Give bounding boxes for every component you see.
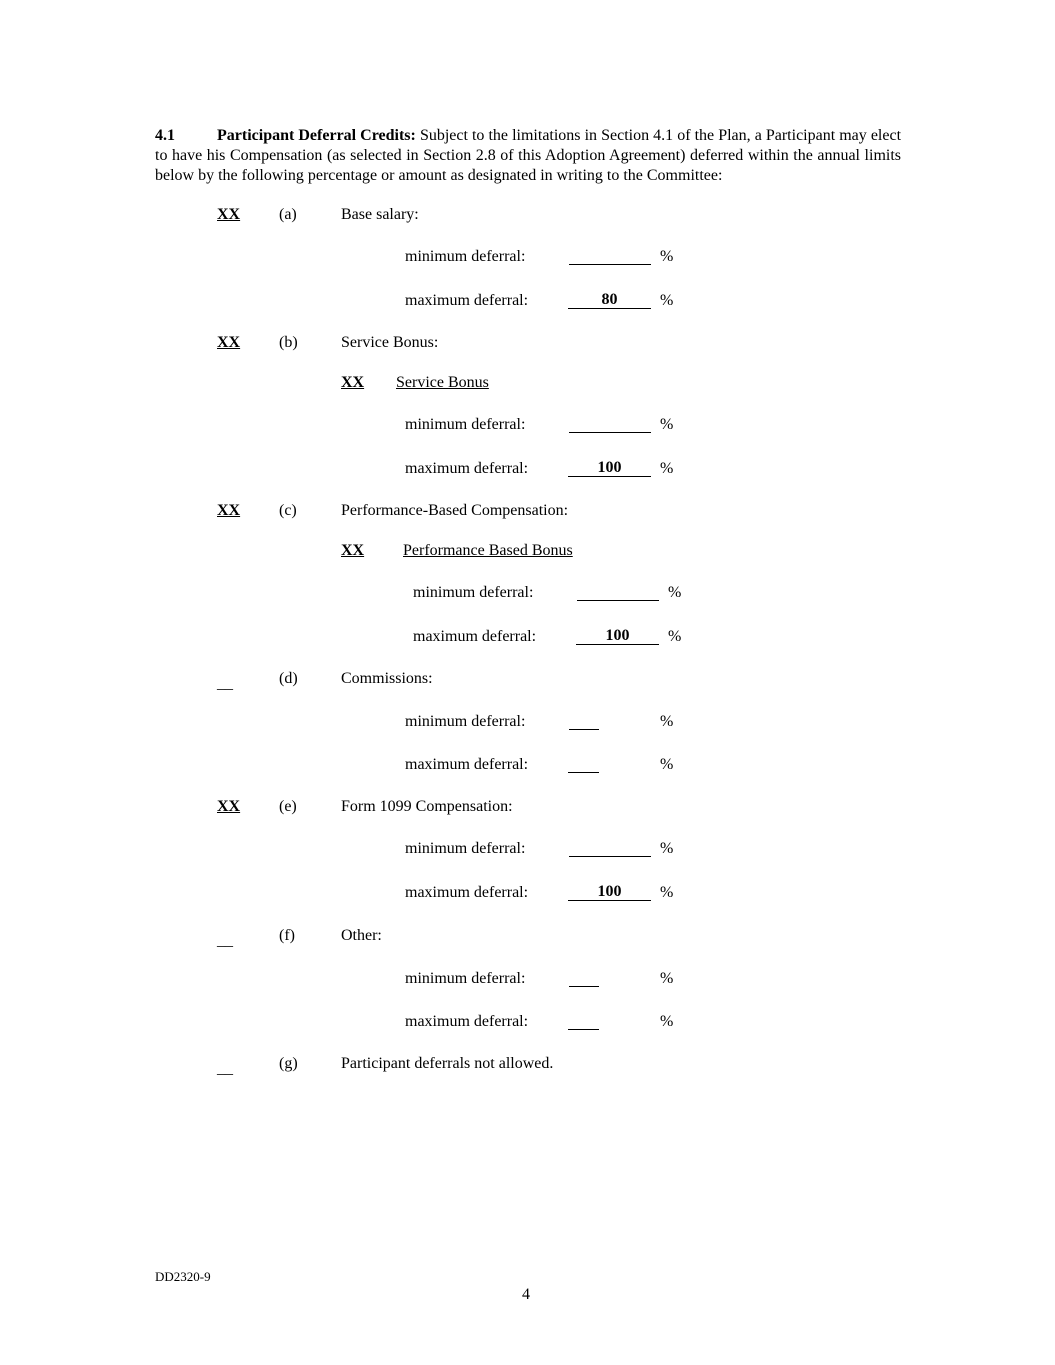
item-a-max-label: maximum deferral: [405, 292, 529, 309]
item-a-label: Base salary: [341, 206, 419, 223]
item-b-max-value: 100 [568, 459, 651, 477]
section-title: Participant Deferral Credits: [217, 127, 416, 144]
item-e-min-label: minimum deferral: [405, 840, 526, 857]
item-f-max-pct: % [660, 1013, 674, 1030]
item-f-min-pct: % [660, 970, 674, 987]
item-b-mark: XX [217, 334, 241, 351]
item-c-min-pct: % [668, 584, 682, 601]
item-f-max-label: maximum deferral: [405, 1013, 529, 1030]
section-number: 4.1 [155, 127, 175, 144]
item-e-max-pct: % [660, 884, 674, 901]
section-intro [155, 126, 901, 186]
item-e-max-value: 100 [568, 883, 651, 901]
item-b-min-field [569, 415, 651, 433]
item-b-min-label: minimum deferral: [405, 416, 526, 433]
item-a-min-pct: % [660, 248, 674, 265]
item-d-min-pct: % [660, 713, 674, 730]
item-b-sub-label: Service Bonus [396, 374, 489, 391]
item-g-label: Participant deferrals not allowed. [341, 1055, 554, 1072]
document-code: DD2320-9 [155, 1269, 211, 1284]
item-d-min-field [569, 712, 599, 730]
item-b-min-pct: % [660, 416, 674, 433]
item-c-max-pct: % [668, 628, 682, 645]
item-e-letter: (e) [279, 798, 297, 815]
item-c-sub-label: Performance Based Bonus [403, 542, 573, 559]
item-g-letter: (g) [279, 1055, 298, 1072]
item-a-max-pct: % [660, 292, 674, 309]
item-d-max-pct: % [660, 756, 674, 773]
item-b-label: Service Bonus: [341, 334, 439, 351]
item-f-max-field [568, 1012, 599, 1030]
item-a-min-field [569, 247, 651, 265]
item-f-letter: (f) [279, 927, 295, 944]
item-b-max-label: maximum deferral: [405, 460, 529, 477]
item-e-mark: XX [217, 798, 241, 815]
item-a-max-value: 80 [568, 291, 651, 309]
item-c-sub-mark: XX [341, 542, 365, 559]
item-d-mark: __ [217, 675, 233, 692]
item-b-max-pct: % [660, 460, 674, 477]
item-d-letter: (d) [279, 670, 298, 687]
item-a-letter: (a) [279, 206, 297, 223]
item-b-letter: (b) [279, 334, 298, 351]
item-c-max-label: maximum deferral: [413, 628, 537, 645]
item-b-sub-mark: XX [341, 374, 365, 391]
item-e-min-pct: % [660, 840, 674, 857]
item-c-min-label: minimum deferral: [413, 584, 534, 601]
item-e-min-field [569, 839, 651, 857]
item-g-mark: __ [217, 1060, 233, 1077]
item-d-min-label: minimum deferral: [405, 713, 526, 730]
item-f-label: Other: [341, 927, 382, 944]
item-e-max-label: maximum deferral: [405, 884, 529, 901]
item-c-label: Performance-Based Compensation: [341, 502, 569, 519]
item-f-min-label: minimum deferral: [405, 970, 526, 987]
item-c-max-value: 100 [576, 627, 659, 645]
item-f-mark: __ [217, 932, 233, 949]
item-c-mark: XX [217, 502, 241, 519]
item-d-max-label: maximum deferral: [405, 756, 529, 773]
item-d-max-field [568, 755, 599, 773]
item-f-min-field [569, 969, 599, 987]
section-body: Subject to the limitations in Section 4.1 of the Plan, a Participant may elect to have his Compensation (as selected in Section 2.8 of this Adoption Agreement) deferred within the annual limits below by the following percentage or amount as designated in writing to the Committee: [155, 127, 902, 184]
item-e-label: Form 1099 Compensation: [341, 798, 513, 815]
item-c-min-field [577, 583, 659, 601]
item-a-min-label: minimum deferral: [405, 248, 526, 265]
item-a-mark: XX [217, 206, 241, 223]
item-c-letter: (c) [279, 502, 297, 519]
page-number: 4 [522, 1286, 530, 1303]
item-d-label: Commissions: [341, 670, 433, 687]
